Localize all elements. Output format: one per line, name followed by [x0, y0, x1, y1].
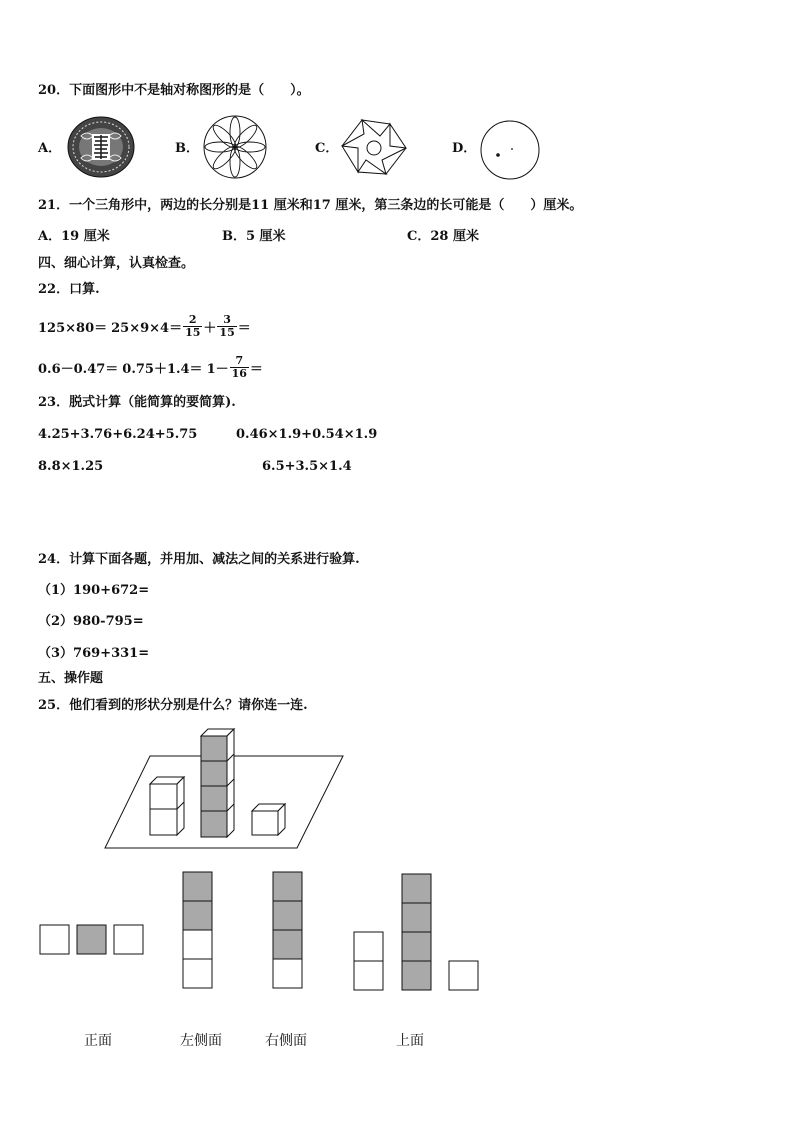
q22-row-2: 0.6－0.47＝ 0.75＋1.4＝ 1－ $\frac{7}{16}$ ＝: [38, 353, 263, 380]
q20-option-a-label: A．: [38, 141, 62, 156]
q22-expr-1: 125×80＝: [38, 320, 108, 336]
fraction-3-15: $\frac{3}{15}$: [219, 312, 235, 339]
q20-option-d-label: D．: [452, 141, 477, 156]
q23-item-2: 0.46×1.9+0.54×1.9: [236, 427, 378, 442]
q21-option-c: C．28 厘米: [407, 229, 479, 244]
q21-option-b: B．5 厘米: [222, 229, 286, 244]
q22-expr-2: 25×9×4＝: [111, 320, 183, 336]
q20-option-c-label: C．: [315, 141, 339, 156]
q20-option-b-label: B．: [175, 141, 199, 156]
q22-expr-5: 1－: [206, 361, 229, 377]
pinwheel-figure: [340, 116, 408, 180]
circle-with-dot-figure: [480, 120, 540, 180]
q23-item-3: 8.8×1.25: [38, 459, 104, 474]
label-top-view: 上面: [396, 1033, 424, 1049]
q21-option-a: A．19 厘米: [38, 229, 110, 244]
q23-item-1: 4.25+3.76+6.24+5.75: [38, 427, 198, 442]
view-shapes-row: [38, 870, 488, 995]
fraction-2-15: $\frac{2}{15}$: [185, 312, 201, 339]
double-happiness-medallion-figure: [67, 116, 135, 178]
q24-stem: 24．计算下面各题，并用加、减法之间的关系进行验算.: [38, 552, 360, 567]
q22-expr-3: 0.6－0.47＝: [38, 361, 119, 377]
label-right-view: 右侧面: [265, 1033, 307, 1049]
q22-expr-4: 0.75＋1.4＝: [122, 361, 203, 377]
q23-item-4: 6.5+3.5×1.4: [262, 459, 352, 474]
label-front-view: 正面: [84, 1033, 112, 1049]
q22-stem: 22．口算.: [38, 282, 100, 297]
q20-stem: 20．下面图形中不是轴对称图形的是（ ）。: [38, 83, 310, 98]
fraction-7-16: $\frac{7}{16}$: [231, 353, 247, 380]
q21-stem: 21．一个三角形中，两边的长分别是11 厘米和17 厘米，第三条边的长可能是（ ）厘米。: [38, 198, 583, 213]
q23-stem: 23．脱式计算（能简算的要简算).: [38, 395, 236, 410]
section-4-heading: 四、细心计算，认真检查。: [38, 256, 195, 271]
q25-stem: 25．他们看到的形状分别是什么？请你连一连.: [38, 698, 308, 713]
q24-item-1: （1）190+672=: [38, 583, 150, 598]
q22-row-1: 125×80＝ 25×9×4＝ $\frac{2}{15}$ ＋ $\frac{3}{15}$ ＝: [38, 312, 251, 339]
q24-item-3: （3）769+331=: [38, 646, 150, 661]
label-left-view: 左侧面: [180, 1033, 222, 1049]
flower-in-circle-figure: [203, 115, 267, 179]
q24-item-2: （2）980-795=: [38, 614, 144, 629]
cube-stacks-scene: [100, 724, 350, 854]
section-5-heading: 五、操作题: [38, 671, 104, 686]
